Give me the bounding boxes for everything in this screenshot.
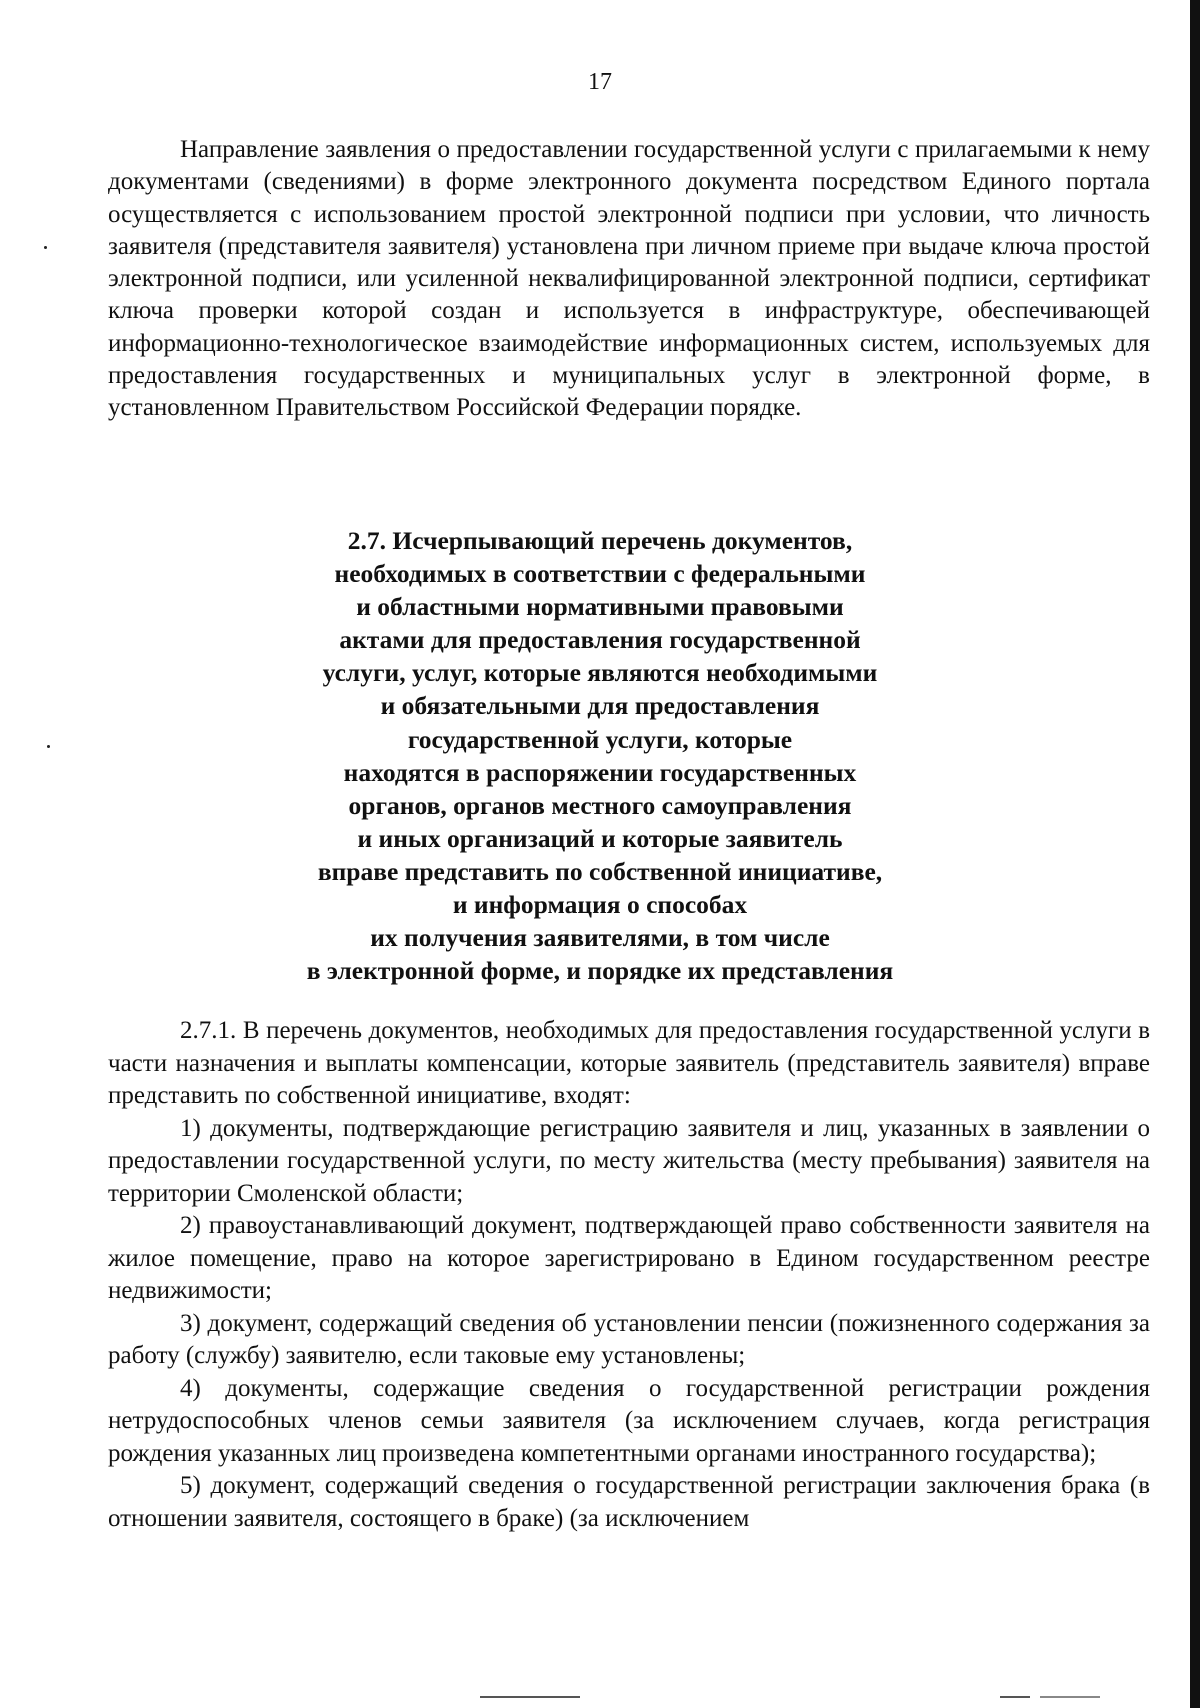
heading-line: государственной услуги, которые [407, 724, 793, 754]
scan-speck [47, 745, 50, 748]
paragraph-2-7-1: 2.7.1. В перечень документов, необходимых для предоставления государственной услуги в части назначения и выплаты компенсации, которые заявитель (представитель заявителя) вправе представить по собственной инициативе, входят: [108, 1017, 1150, 1109]
heading-line: и иных организаций и которые заявитель [357, 823, 843, 853]
scan-artifact [1040, 1696, 1100, 1698]
heading-line: и информация о способах [452, 890, 748, 920]
body-block [108, 1015, 1150, 1535]
list-item-4: 4) документы, содержащие сведения о государственной регистрации рождения нетрудоспособных членов семьи заявителя (за исключением случаев, когда регистрация рождения указанных лиц произведена компетентными органами иностранного государства); [108, 1374, 1150, 1467]
scan-speck [44, 246, 47, 249]
list-item-5: 5) документ, содержащий сведения о государственной регистрации заключения брака (в отношении заявителя, состоящего в браке) (за исключением [108, 1472, 1150, 1532]
list-item-2: 2) правоустанавливающий документ, подтверждающей право собственности заявителя на жилое помещение, право на которое зарегистрировано в Едином государственном реестре недвижимости; [108, 1212, 1150, 1304]
section-heading [0, 524, 1200, 987]
heading-line: в электронной форме, и порядке их представления [306, 956, 894, 986]
heading-line: услуги, услуг, которые являются необходимыми [322, 658, 878, 688]
intro-block [108, 134, 1150, 425]
scan-artifact [480, 1696, 580, 1698]
heading-line: вправе представить по собственной инициативе, [317, 856, 883, 886]
heading-line: необходимых в соответствии с федеральными [334, 559, 866, 589]
heading-line: 2.7. Исчерпывающий перечень документов, [347, 526, 853, 555]
heading-line: органов, органов местного самоуправления [348, 790, 852, 820]
heading-line: находятся в распоряжении государственных [343, 757, 857, 787]
heading-line: и областными нормативными правовыми [356, 592, 844, 622]
heading-line: и обязательными для предоставления [380, 691, 820, 721]
page-number: 17 [588, 69, 612, 95]
list-item-1: 1) документы, подтверждающие регистрацию заявителя и лиц, указанных в заявлении о предоставлении государственной услуги, по месту жительства (месту пребывания) заявителя на территории Смоленской области; [108, 1114, 1150, 1207]
list-item-3: 3) документ, содержащий сведения об установлении пенсии (пожизненного содержания за работу (службу) заявителю, если таковые ему установлены; [108, 1309, 1150, 1369]
scan-artifact [1000, 1696, 1030, 1698]
heading-line: их получения заявителями, в том числе [370, 923, 830, 953]
heading-line: актами для предоставления государственной [339, 625, 861, 655]
intro-paragraph: Направление заявления о предоставлении государственной услуги с прилагаемыми к нему документами (сведениями) в форме электронного документа посредством Единого портала осуществляется с использованием простой электронной подписи при условии, что личность заявителя (представителя заявителя) установлена при личном приеме при выдаче ключа простой электронной подписи, или усиленной неквалифицированной электронной подписи, сертификат ключа проверки которой создан и используется в инфраструктуре, обеспечивающей информационно-технологическое взаимодействие информационных систем, используемых для предоставления государственных и муниципальных услуг в электронной форме, в установленном Правительством Российской Федерации порядке. [108, 136, 1150, 422]
